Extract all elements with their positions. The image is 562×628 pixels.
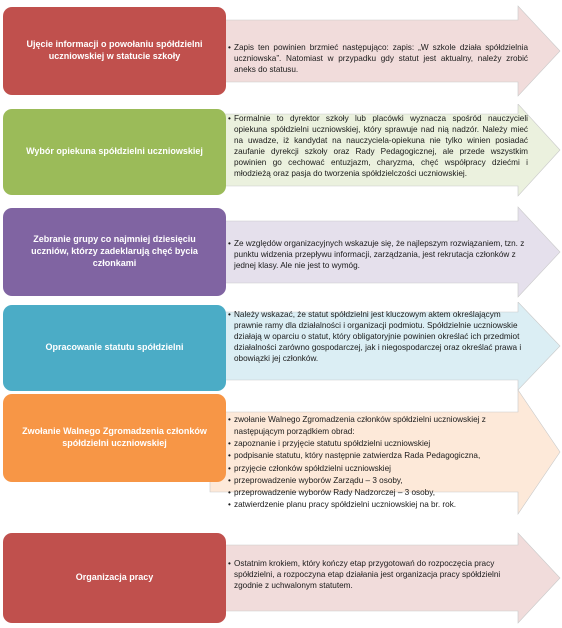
step-2 (0, 104, 562, 200)
step-6 (0, 530, 562, 626)
step-1-detail-1: • Zapis ten powinien brzmieć następująco: zapis: „W szkole działa spółdzielnia uczniowska”. Natomiast w przypadku gdy statut jest aktualny, należy zrobić aneks do statusu. (228, 43, 528, 76)
step-5-title: Zwołanie Walnego Zgromadzenia członków spółdzielni uczniowskiej (3, 394, 226, 482)
step-4-details (228, 310, 528, 365)
step-3-details (228, 239, 528, 272)
step-6-details (228, 559, 528, 592)
step-5 (0, 388, 562, 516)
step-4-detail-1: • Należy wskazać, że statut spółdzielni jest kluczowym aktem określającym prawnie ramy dla działalności i organizacji podmiotu. Spółdzielnie uczniowskie działają w oparciu o statut, który obligatoryjnie powinien określać ich przedmiot działalności zarówno gospodarczej, jak i niegospodarczej oraz określać prawa i obowiązki jej członków. (228, 310, 528, 365)
step-5-detail-4: • przyjęcie członków spółdzielni uczniowskiej (228, 463, 528, 475)
step-6-title: Organizacja pracy (3, 533, 226, 623)
step-2-title: Wybór opiekuna spółdzielni uczniowskiej (3, 109, 226, 195)
step-2-details (228, 114, 528, 179)
step-5-detail-2: • zapoznanie i przyjęcie statutu spółdzielni uczniowskiej (228, 438, 528, 450)
step-3 (0, 205, 562, 300)
step-5-detail-5: • przeprowadzenie wyborów Zarządu – 3 osoby, (228, 475, 528, 487)
step-1 (0, 3, 562, 99)
step-4-title: Opracowanie statutu spółdzielni (3, 305, 226, 391)
step-5-detail-6: • przeprowadzenie wyborów Rady Nadzorczej – 3 osoby, (228, 487, 528, 499)
step-3-title: Zebranie grupy co najmniej dziesięciu uczniów, którzy zadeklarują chęć bycia członkami (3, 208, 226, 296)
step-5-detail-3: • podpisanie statutu, który następnie zatwierdza Rada Pedagogiczna, (228, 450, 528, 462)
step-1-title: Ujęcie informacji o powołaniu spółdzielni uczniowskiej w statucie szkoły (3, 7, 226, 95)
step-2-detail-1: • Formalnie to dyrektor szkoły lub placówki wyznacza spośród nauczycieli opiekuna spółdzielni uczniowskiej, który sprawuje nad nią nadzór. Należy mieć na uwadze, iż kandydat na nauczyciela-opiekuna nie tylko winien posiadać zaufanie dyrekcji szkoły oraz Rady Pedagogicznej, ale przede wszystkim powinien go cechować entuzjazm, charyzma, chęć współpracy dziećmi i młodzieżą oraz pasja do tworzenia spółdzielczości uczniowskiej. (228, 114, 528, 179)
step-5-detail-1: • zwołanie Walnego Zgromadzenia członków spółdzielni uczniowskiej z następującym porządkiem obrad: (228, 414, 528, 438)
step-3-detail-1: • Ze względów organizacyjnych wskazuje się, że najlepszym rozwiązaniem, tzn. z punktu widzenia przepływu informacji, zarządzania, jest rekrutacja członków z jednej klasy. Ale nie jest to wymóg. (228, 239, 528, 272)
step-1-details (228, 43, 528, 76)
step-5-detail-7: • zatwierdzenie planu pracy spółdzielni uczniowskiej na br. rok. (228, 499, 528, 511)
step-4 (0, 302, 562, 396)
step-5-details (228, 414, 528, 511)
step-6-detail-1: • Ostatnim krokiem, który kończy etap przygotowań do rozpoczęcia pracy spółdzielni, a rozpoczyna etap działania jest organizacja pracy spółdzielni zgodnie z uchwalonym statutem. (228, 559, 528, 592)
